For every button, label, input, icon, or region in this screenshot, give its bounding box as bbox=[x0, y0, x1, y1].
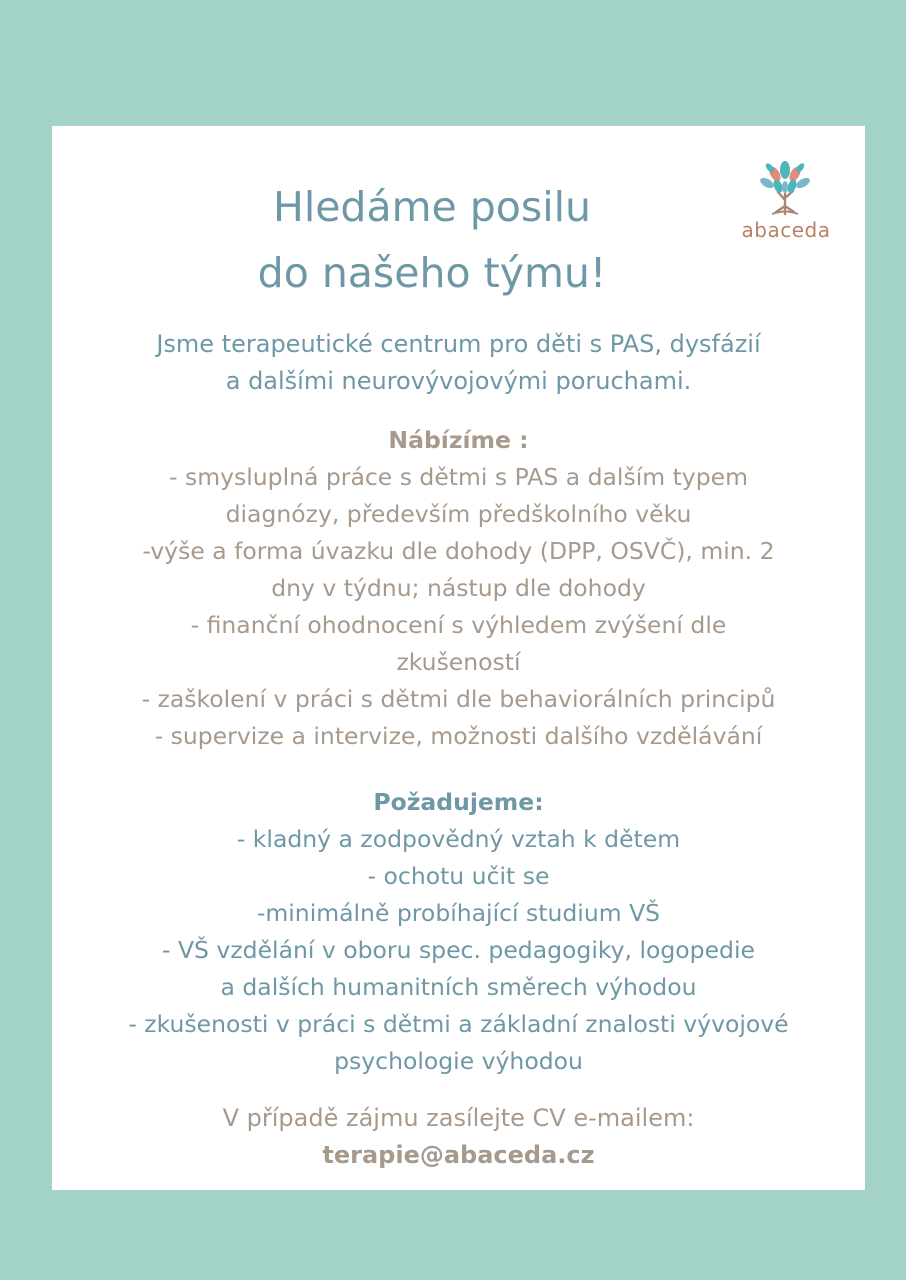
requirements-section bbox=[52, 784, 865, 1080]
requirement-line: - ochotu učit se bbox=[367, 862, 550, 890]
intro-line-2: a dalšími neurovývojovými poruchami. bbox=[225, 367, 692, 395]
intro-text bbox=[52, 326, 865, 400]
poster-card bbox=[52, 126, 865, 1190]
title-line-1: Hledáme posilu bbox=[272, 183, 592, 231]
offer-line: dny v týdnu; nástup dle dohody bbox=[271, 574, 646, 602]
offer-line: - supervize a intervize, možnosti dalšího vzdělávání bbox=[154, 722, 763, 750]
contact-section bbox=[52, 1100, 865, 1174]
offer-line: - finanční ohodnocení s výhledem zvýšení dle bbox=[190, 611, 727, 639]
requirement-line: - kladný a zodpovědný vztah k dětem bbox=[236, 825, 681, 853]
offer-line: - smysluplná práce s dětmi s PAS a dalším typem bbox=[169, 463, 748, 491]
contact-email: terapie@abaceda.cz bbox=[322, 1141, 595, 1169]
offer-line: -výše a forma úvazku dle dohody (DPP, OSVČ), min. 2 bbox=[142, 537, 775, 565]
requirements-heading: Požadujeme: bbox=[373, 788, 544, 816]
offer-line: diagnózy, především předškolního věku bbox=[225, 500, 692, 528]
contact-text: V případě zájmu zasílejte CV e-mailem: bbox=[222, 1104, 695, 1132]
requirement-line: - VŠ vzdělání v oboru spec. pedagogiky, logopedie bbox=[162, 936, 755, 964]
offer-section bbox=[52, 422, 865, 755]
requirement-line: -minimálně probíhající studium VŠ bbox=[256, 899, 661, 927]
offer-line: zkušeností bbox=[396, 648, 521, 676]
offer-line: - zaškolení v práci s dětmi dle behaviorálních principů bbox=[141, 685, 776, 713]
title-line-2: do našeho týmu! bbox=[257, 249, 607, 297]
requirement-line: psychologie výhodou bbox=[334, 1047, 583, 1075]
requirement-line: a dalších humanitních směrech výhodou bbox=[220, 973, 697, 1001]
intro-line-1: Jsme terapeutické centrum pro děti s PAS, dysfázií bbox=[156, 330, 761, 358]
requirement-line: - zkušenosti v práci s dětmi a základní znalosti vývojové bbox=[128, 1010, 789, 1038]
offer-heading: Nábízíme : bbox=[388, 426, 529, 454]
logo-wordmark: abaceda bbox=[741, 218, 831, 242]
page-title bbox=[52, 174, 812, 306]
